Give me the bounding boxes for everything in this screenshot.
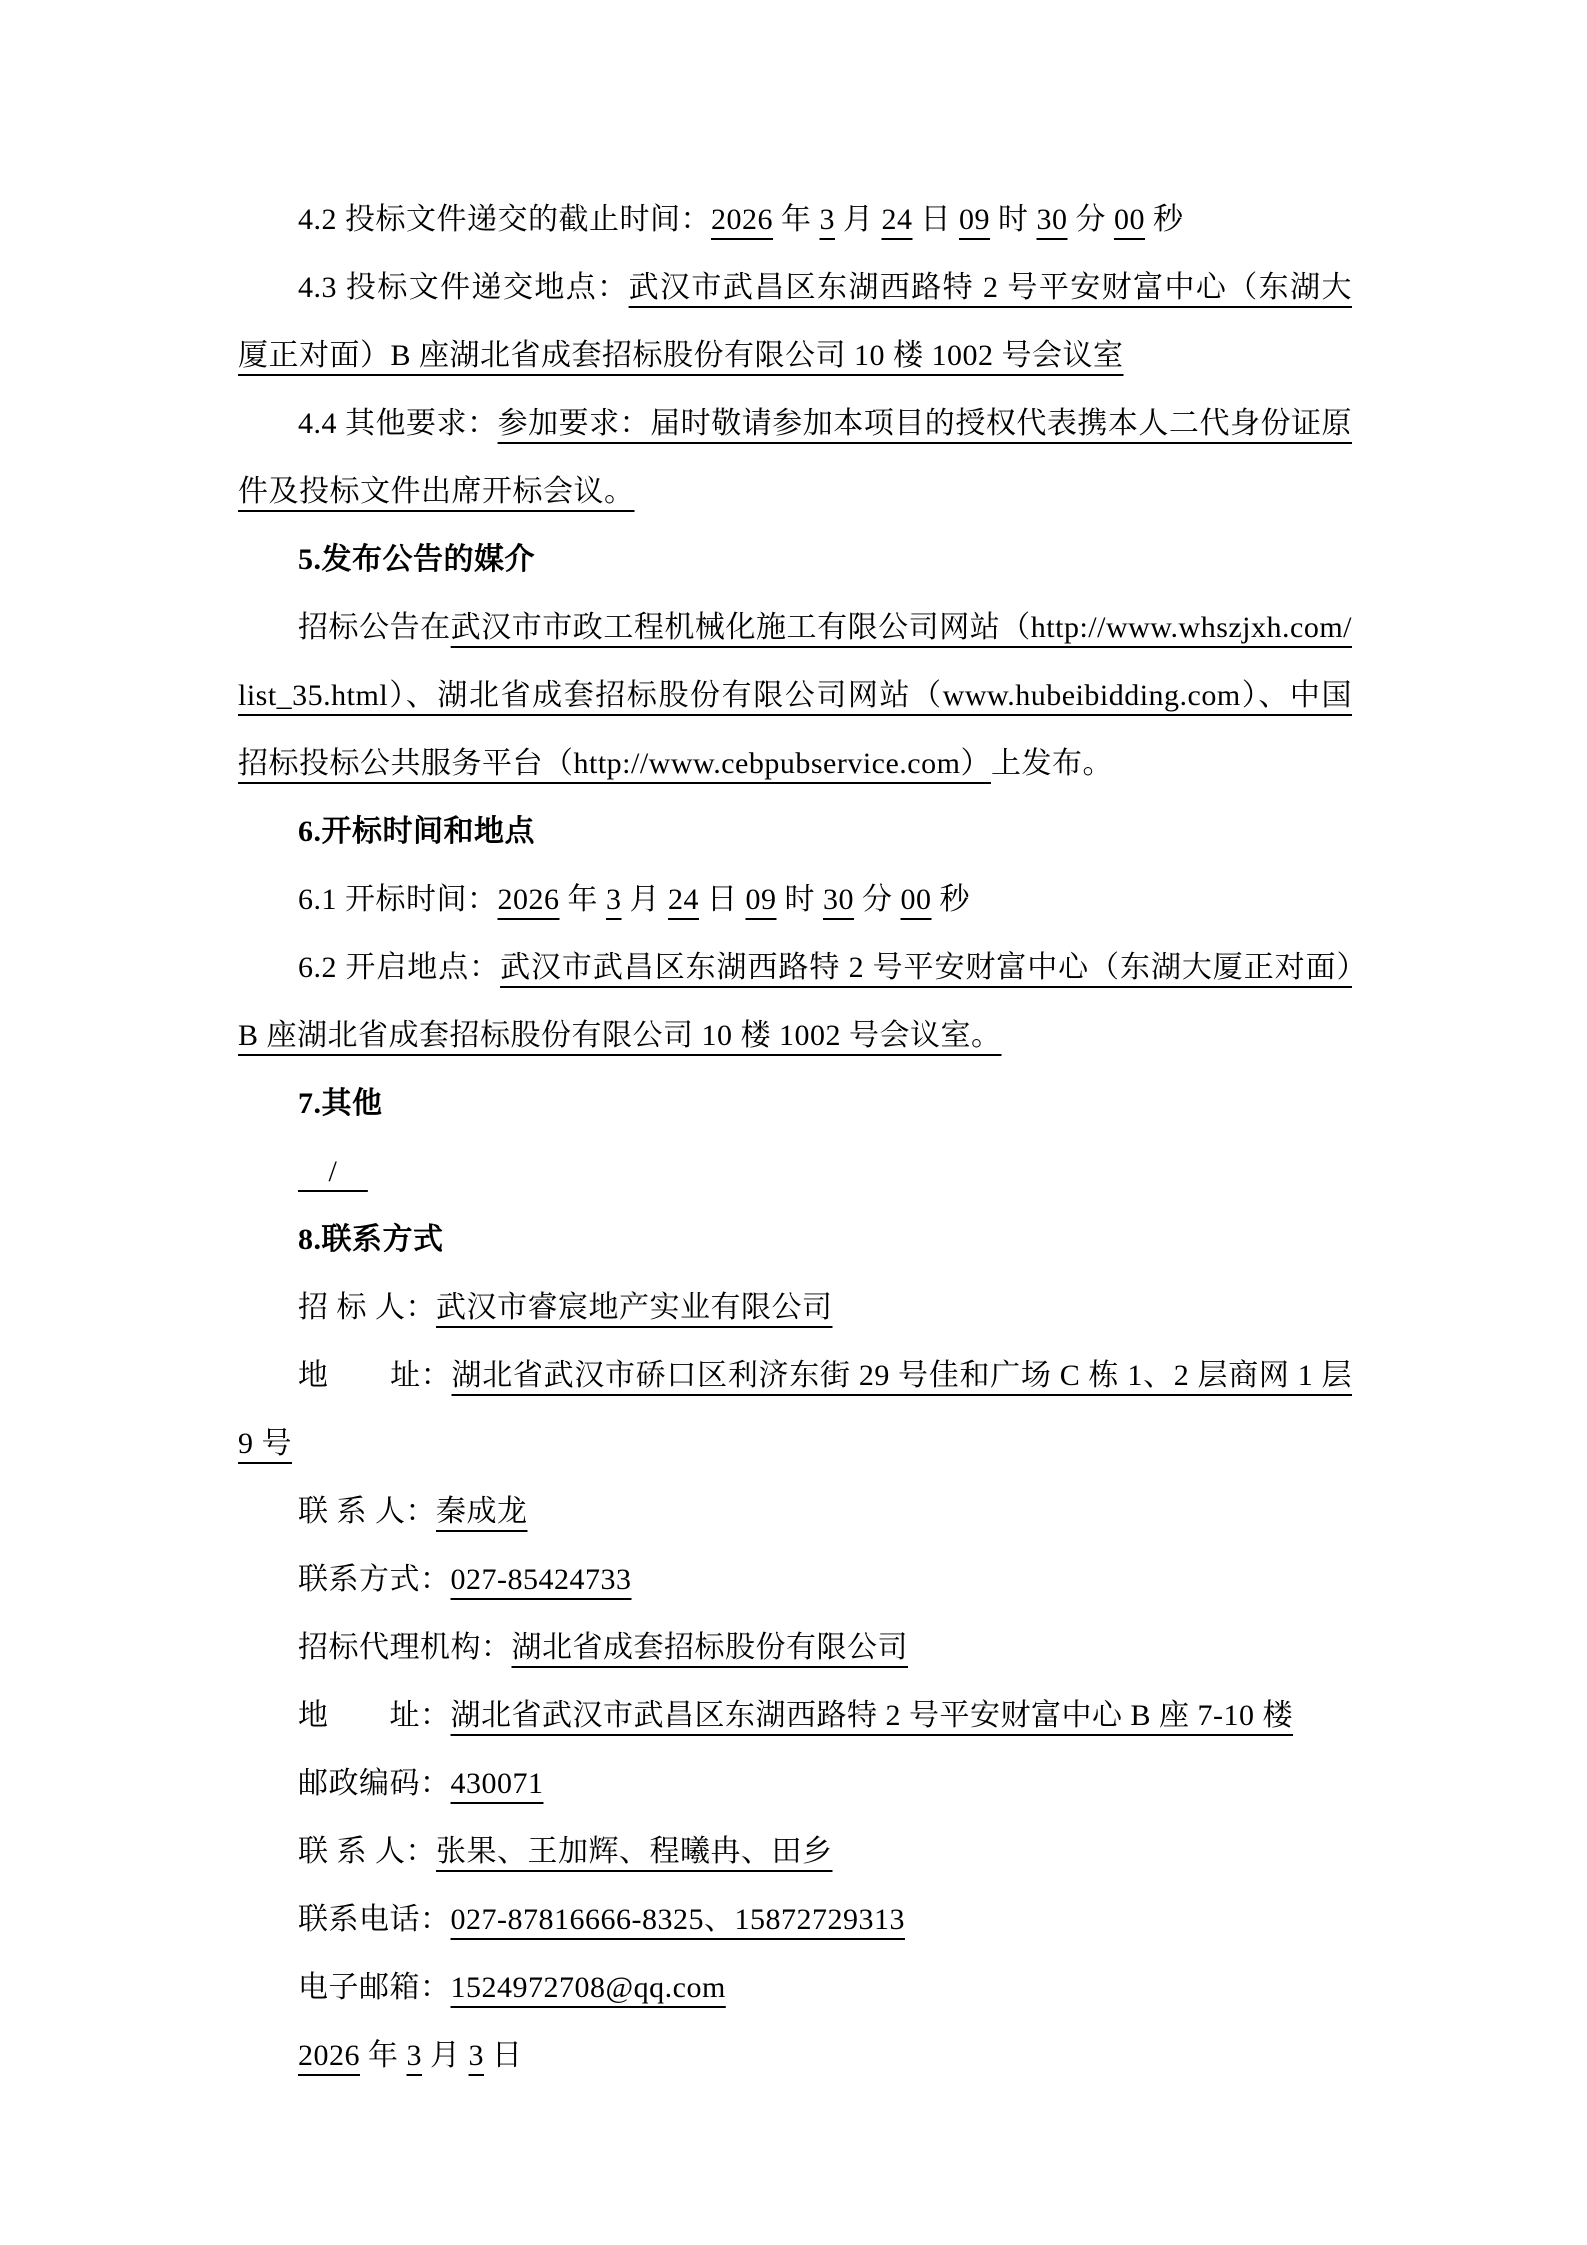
document-body [238,186,1352,2090]
para-4-3-submission-place [238,254,1352,390]
para-postal-code [238,1750,1352,1818]
plain-text: 上发布。 [990,747,1113,780]
para-7-slash [238,1138,1352,1206]
para-4-2-deadline [238,186,1352,254]
plain-text: 电子邮箱： [298,1971,451,2004]
underlined-text: 2026 [497,883,560,916]
plain-text: 招标公告在 [298,611,451,644]
para-4-4-other-requirements [238,390,1352,526]
underlined-text: 3 [819,203,835,236]
para-6-1-opening-time [238,866,1352,934]
plain-text: 分 [1067,203,1114,236]
para-6-2-opening-place [238,934,1352,1070]
para-agency [238,1614,1352,1682]
para-agency-address [238,1682,1352,1750]
underlined-text: 09 [745,883,777,916]
plain-text: 联系方式： [298,1563,451,1596]
underlined-text: 24 [668,883,699,916]
plain-text: 6.2 开启地点： [298,951,501,984]
underlined-text: 3 [468,2039,484,2072]
plain-text: 联 系 人： [298,1835,436,1868]
underlined-text: / [298,1155,368,1188]
underlined-text: 湖北省武汉市武昌区东湖西路特 2 号平安财富中心 B 座 7-10 楼 [450,1699,1293,1732]
heading-5-media [238,526,1352,594]
underlined-text: 秦成龙 [436,1495,528,1528]
underlined-text: 3 [406,2039,422,2072]
underlined-text: 武汉市武昌区东湖西路特 2 号平安财富中心（东湖大厦正对面）B 座湖北省成套招标股份有限公司 10 楼 1002 号会议室。 [238,951,1353,1052]
para-tenderer [238,1274,1352,1342]
underlined-text: 1524972708@qq.com [450,1971,726,2004]
plain-text: 年 [360,2039,407,2072]
plain-text: 4.2 投标文件递交的截止时间： [298,203,711,236]
underlined-text: 湖北省武汉市硚口区利济东街 29 号佳和广场 C 栋 1、2 层商网 1 层 9 号 [238,1359,1352,1460]
underlined-text: 430071 [450,1767,544,1800]
heading-8-contact [238,1206,1352,1274]
plain-text: 5.发布公告的媒介 [298,543,535,576]
heading-7-other [238,1070,1352,1138]
plain-text: 地 址： [298,1359,452,1392]
para-announcement-date [238,2022,1352,2090]
plain-text: 联系电话： [298,1903,451,1936]
underlined-text: 张果、王加辉、程曦冉、田乡 [436,1835,833,1868]
para-5-announcement-media [238,594,1352,798]
underlined-text: 参加要求：届时敬请参加本项目的授权代表携本人二代身份证原件及投标文件出席开标会议。 [238,407,1353,508]
plain-text: 月 [621,883,668,916]
plain-text: 年 [773,203,820,236]
plain-text: 分 [854,883,901,916]
plain-text: 月 [422,2039,469,2072]
plain-text: 招 标 人： [298,1291,436,1324]
para-tenderer-contact-person [238,1478,1352,1546]
underlined-text: 027-85424733 [450,1563,632,1596]
underlined-text: 武汉市武昌区东湖西路特 2 号平安财富中心（东湖大厦正对面）B 座湖北省成套招标股份有限公司 10 楼 1002 号会议室 [238,271,1353,372]
underlined-text: 09 [959,203,990,236]
plain-text: 邮政编码： [298,1767,451,1800]
plain-text: 6.开标时间和地点 [298,815,535,848]
plain-text: 秒 [931,883,970,916]
plain-text: 6.1 开标时间： [298,883,498,916]
underlined-text: 2026 [298,2039,360,2072]
plain-text: 8.联系方式 [298,1223,444,1256]
underlined-text: 30 [1036,203,1068,236]
plain-text: 年 [559,883,606,916]
plain-text: 4.3 投标文件递交地点： [298,271,629,304]
plain-text: 日 [484,2039,523,2072]
plain-text: 招标代理机构： [298,1631,512,1664]
underlined-text: 24 [881,203,913,236]
underlined-text: 00 [900,883,932,916]
underlined-text: 00 [1114,203,1145,236]
plain-text: 秒 [1145,203,1184,236]
plain-text: 月 [835,203,882,236]
plain-text: 4.4 其他要求： [298,407,498,440]
plain-text: 日 [912,203,959,236]
underlined-text: 3 [606,883,622,916]
plain-text: 时 [776,883,823,916]
heading-6-bid-opening [238,798,1352,866]
para-agency-phone [238,1886,1352,1954]
plain-text: 地 址： [298,1699,451,1732]
plain-text: 联 系 人： [298,1495,436,1528]
underlined-text: 湖北省成套招标股份有限公司 [511,1631,908,1664]
underlined-text: 武汉市睿宸地产实业有限公司 [436,1291,833,1324]
para-tenderer-phone [238,1546,1352,1614]
plain-text: 7.其他 [298,1087,383,1120]
underlined-text: 武汉市市政工程机械化施工有限公司网站（http://www.whszjxh.com/list_35.html）、湖北省成套招标股份有限公司网站（www.hubeibidding.com）、中国招标投标公共服务平台（http://www.cebpubservice.com） [238,611,1352,780]
para-tenderer-address [238,1342,1352,1478]
plain-text: 时 [990,203,1037,236]
plain-text: 日 [699,883,746,916]
para-agency-contact-persons [238,1818,1352,1886]
underlined-text: 2026 [711,203,773,236]
underlined-text: 30 [823,883,854,916]
para-email [238,1954,1352,2022]
underlined-text: 027-87816666-8325、15872729313 [450,1903,905,1936]
